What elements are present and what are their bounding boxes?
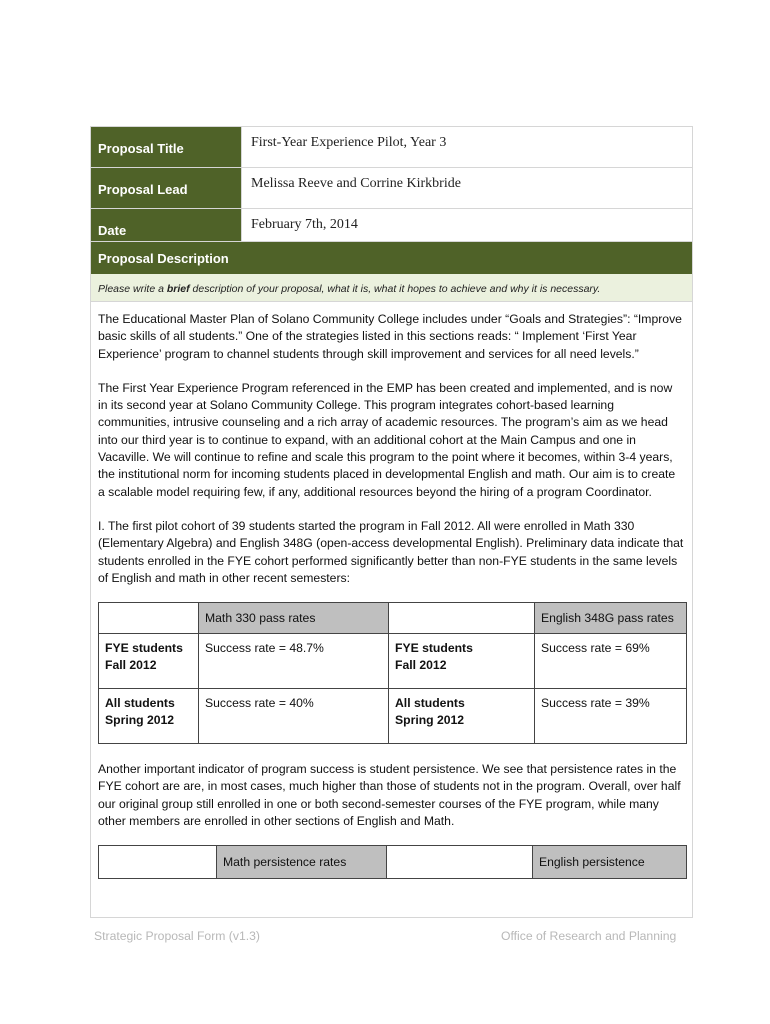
table-row (99, 689, 687, 744)
instruction-bold-word: brief (166, 283, 190, 295)
date-value: February 7th, 2014 (242, 209, 693, 250)
pass-rates-table (98, 602, 687, 744)
math-rate-cell: Success rate = 40% (199, 689, 389, 744)
group-cell (99, 634, 199, 689)
proposal-description-section (90, 241, 693, 918)
english-rate-cell: Success rate = 69% (535, 634, 687, 689)
group-name: All students (105, 696, 175, 711)
description-instruction (91, 274, 692, 302)
english-persistence-header: English persistence (533, 846, 687, 879)
group-name: FYE students (395, 641, 473, 656)
proposal-lead-label: Proposal Lead (91, 168, 242, 209)
description-body (91, 311, 692, 879)
table-row (99, 634, 687, 689)
group-cell (99, 689, 199, 744)
proposal-info-table (90, 126, 693, 250)
group-term: Spring 2012 (395, 713, 465, 728)
math-rate-cell: Success rate = 48.7% (199, 634, 389, 689)
english-pass-rates-header: English 348G pass rates (535, 603, 687, 634)
empty-header-cell (387, 846, 533, 879)
group-term: Fall 2012 (395, 658, 447, 673)
proposal-title-row (91, 127, 693, 168)
group-cell (389, 634, 535, 689)
paragraph-persistence: Another important indicator of program success is student persistence. We see that persistence rates in the FYE cohort are are, in most cases, much higher than those of students not in the program. Overall, over half our original group still enrolled in one or both second-semester courses of the FYE program, while many other members are enrolled in other sections of English and Math. (98, 762, 681, 829)
paragraph-emp-goals: The Educational Master Plan of Solano Community College includes under “Goals and Strategies”: “Improve basic skills of all students.” One of the strategies listed in this sections reads: “ Implement ‘First Year Experience’ program to channel students through skill improvement and services for all need levels.” (98, 312, 682, 361)
instruction-text-before: Please write a (98, 283, 167, 295)
persistence-header-row (99, 846, 687, 879)
pass-rates-header-row (99, 603, 687, 634)
proposal-title-value: First-Year Experience Pilot, Year 3 (242, 127, 693, 168)
proposal-lead-value: Melissa Reeve and Corrine Kirkbride (242, 168, 693, 209)
proposal-lead-row (91, 168, 693, 209)
footer-form-version: Strategic Proposal Form (v1.3) (94, 929, 260, 943)
empty-header-cell (389, 603, 535, 634)
math-persistence-header: Math persistence rates (217, 846, 387, 879)
group-name: FYE students (105, 641, 183, 656)
group-term: Spring 2012 (105, 713, 175, 728)
date-label: Date (91, 209, 242, 250)
empty-header-cell (99, 603, 199, 634)
empty-header-cell (99, 846, 217, 879)
math-pass-rates-header: Math 330 pass rates (199, 603, 389, 634)
proposal-description-heading: Proposal Description (91, 242, 692, 274)
proposal-title-label: Proposal Title (91, 127, 242, 168)
paragraph-pilot-cohort: I. The first pilot cohort of 39 students started the program in Fall 2012. All were enrolled in Math 330 (Elementary Algebra) and English 348G (open-access developmental English). Preliminary data indicate that students enrolled in the FYE cohort performed significantly better than non-FYE students in the same levels of English and math in other recent semesters: (98, 518, 684, 585)
group-term: Fall 2012 (105, 658, 157, 673)
group-name: All students (395, 696, 465, 711)
footer-office-name: Office of Research and Planning (501, 929, 677, 943)
group-cell (389, 689, 535, 744)
paragraph-fye-program: The First Year Experience Program referenced in the EMP has been created and implemented, and is now in its second year at Solano Community College. This program integrates cohort-based learning communities, intrusive counseling and a rich array of academic resources. The program’s aim as we head into our third year is to continue to expand, with an additional cohort at the Main Campus and one in Vacaville. We will continue to refine and scale this program to the point where it becomes, within 3-4 years, the institutional norm for incoming students placed in developmental English and math. Our aim is to create a scalable model requiring few, if any, additional resources beyond the hiring of a program Coordinator. (98, 380, 676, 499)
persistence-rates-table (98, 845, 687, 879)
instruction-text-after: description of your proposal, what it is, what it hopes to achieve and why it is necessary. (189, 283, 601, 295)
english-rate-cell: Success rate = 39% (535, 689, 687, 744)
